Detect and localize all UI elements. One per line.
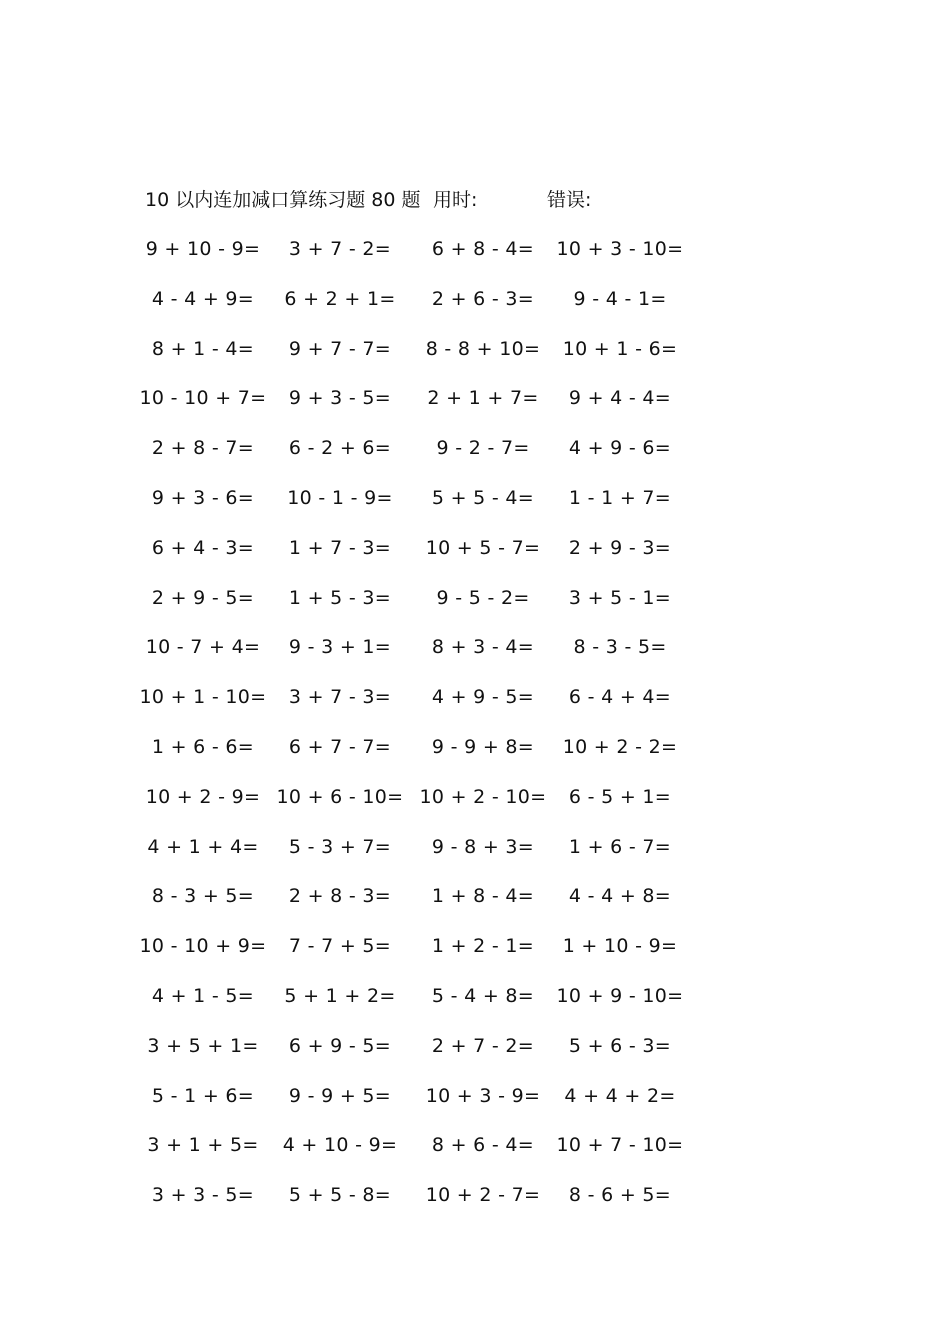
arithmetic-problem: 4 + 1 - 5= — [151, 985, 255, 1007]
arithmetic-problem: 2 + 7 - 2= — [431, 1034, 535, 1057]
arithmetic-problem: 10 - 10 + 9= — [139, 935, 267, 958]
arithmetic-problem: 9 - 9 + 8= — [431, 736, 535, 758]
arithmetic-problem: 6 + 8 - 4= — [431, 238, 535, 260]
errors-label: 错误: — [547, 189, 592, 211]
arithmetic-problem: 10 - 7 + 4= — [145, 636, 261, 659]
arithmetic-problem: 9 + 4 - 4= — [568, 387, 672, 410]
arithmetic-problem: 4 + 9 - 6= — [568, 437, 672, 460]
arithmetic-problem: 4 + 10 - 9= — [282, 1134, 398, 1157]
arithmetic-problem: 2 + 8 - 7= — [151, 437, 255, 460]
arithmetic-problem: 9 - 5 - 2= — [436, 586, 530, 609]
arithmetic-problem: 2 + 8 - 3= — [288, 885, 392, 908]
arithmetic-problem: 9 + 7 - 7= — [288, 337, 392, 360]
arithmetic-problem: 1 + 8 - 4= — [431, 885, 535, 908]
arithmetic-problem: 5 + 5 - 4= — [431, 487, 535, 509]
arithmetic-problem: 1 + 7 - 3= — [288, 536, 392, 559]
arithmetic-problem: 10 + 3 - 9= — [425, 1084, 541, 1107]
arithmetic-problem: 10 + 9 - 10= — [556, 985, 684, 1007]
arithmetic-problem: 2 + 6 - 3= — [431, 287, 535, 310]
arithmetic-problem: 5 - 3 + 7= — [288, 835, 392, 858]
arithmetic-problem: 2 + 9 - 5= — [151, 586, 255, 609]
arithmetic-problem: 6 - 2 + 6= — [288, 437, 392, 460]
arithmetic-problem: 3 + 1 + 5= — [147, 1134, 259, 1157]
arithmetic-problem: 8 + 1 - 4= — [151, 337, 255, 360]
arithmetic-problem: 2 + 9 - 3= — [568, 536, 672, 559]
arithmetic-problem: 10 + 2 - 9= — [145, 785, 261, 808]
arithmetic-problem: 8 - 8 + 10= — [425, 337, 541, 360]
arithmetic-problem: 3 + 7 - 3= — [288, 686, 392, 709]
arithmetic-problem: 1 - 1 + 7= — [568, 487, 672, 509]
worksheet-title: 10 以内连加减口算练习题 80 题 — [145, 189, 421, 211]
arithmetic-problem: 9 + 10 - 9= — [145, 238, 261, 260]
worksheet-header — [0, 186, 950, 214]
arithmetic-problem: 9 - 9 + 5= — [288, 1084, 392, 1107]
arithmetic-problem: 9 - 3 + 1= — [288, 636, 392, 659]
arithmetic-problem: 10 + 7 - 10= — [556, 1134, 684, 1157]
arithmetic-problem: 10 - 10 + 7= — [139, 387, 267, 410]
arithmetic-problem: 9 - 4 - 1= — [573, 287, 667, 310]
arithmetic-problem: 10 + 1 - 6= — [562, 337, 678, 360]
arithmetic-problem: 4 - 4 + 8= — [568, 885, 672, 908]
arithmetic-problem: 4 + 1 + 4= — [147, 835, 259, 858]
arithmetic-problem: 8 + 3 - 4= — [431, 636, 535, 659]
arithmetic-problem: 3 + 5 + 1= — [147, 1034, 259, 1057]
arithmetic-problem: 5 + 5 - 8= — [288, 1184, 392, 1207]
arithmetic-problem: 5 - 4 + 8= — [431, 985, 535, 1007]
arithmetic-problem: 6 - 4 + 4= — [568, 686, 672, 709]
arithmetic-problem: 4 - 4 + 9= — [151, 287, 255, 310]
arithmetic-problem: 6 + 9 - 5= — [288, 1034, 392, 1057]
arithmetic-problem: 1 + 6 - 6= — [151, 736, 255, 758]
arithmetic-problem: 1 + 6 - 7= — [568, 835, 672, 858]
arithmetic-problem: 3 + 3 - 5= — [151, 1184, 255, 1207]
arithmetic-problem: 1 + 5 - 3= — [288, 586, 392, 609]
arithmetic-problem: 6 + 2 + 1= — [284, 287, 396, 310]
arithmetic-problem: 10 + 2 - 10= — [419, 785, 547, 808]
arithmetic-problem: 7 - 7 + 5= — [288, 935, 392, 958]
arithmetic-problem: 6 - 5 + 1= — [568, 785, 672, 808]
arithmetic-problem: 4 + 9 - 5= — [431, 686, 535, 709]
arithmetic-problem: 8 + 6 - 4= — [431, 1134, 535, 1157]
arithmetic-problem: 5 - 1 + 6= — [151, 1084, 255, 1107]
arithmetic-problem: 1 + 10 - 9= — [562, 935, 678, 958]
arithmetic-problem: 3 + 5 - 1= — [568, 586, 672, 609]
arithmetic-problem: 5 + 6 - 3= — [568, 1034, 672, 1057]
arithmetic-problem: 10 + 3 - 10= — [556, 238, 684, 260]
arithmetic-problem: 10 + 2 - 2= — [562, 736, 678, 758]
arithmetic-problem: 9 - 2 - 7= — [436, 437, 530, 460]
arithmetic-problem: 8 - 3 + 5= — [151, 885, 255, 908]
arithmetic-problem: 3 + 7 - 2= — [288, 238, 392, 260]
arithmetic-problem: 9 + 3 - 5= — [288, 387, 392, 410]
arithmetic-problem: 10 + 2 - 7= — [425, 1184, 541, 1207]
arithmetic-problem: 4 + 4 + 2= — [564, 1084, 676, 1107]
arithmetic-problem: 5 + 1 + 2= — [284, 985, 396, 1007]
arithmetic-problem: 10 + 5 - 7= — [425, 536, 541, 559]
arithmetic-problem: 10 - 1 - 9= — [287, 487, 393, 509]
arithmetic-problem: 2 + 1 + 7= — [427, 387, 539, 410]
arithmetic-problem: 9 + 3 - 6= — [151, 487, 255, 509]
arithmetic-problem: 6 + 7 - 7= — [288, 736, 392, 758]
arithmetic-problem: 10 + 1 - 10= — [139, 686, 267, 709]
arithmetic-problem: 8 - 3 - 5= — [573, 636, 667, 659]
arithmetic-problem: 1 + 2 - 1= — [431, 935, 535, 958]
arithmetic-problem: 10 + 6 - 10= — [276, 785, 404, 808]
time-used-label: 用时: — [433, 189, 478, 211]
arithmetic-problem: 6 + 4 - 3= — [151, 536, 255, 559]
arithmetic-problem: 8 - 6 + 5= — [568, 1184, 672, 1207]
arithmetic-problem: 9 - 8 + 3= — [431, 835, 535, 858]
